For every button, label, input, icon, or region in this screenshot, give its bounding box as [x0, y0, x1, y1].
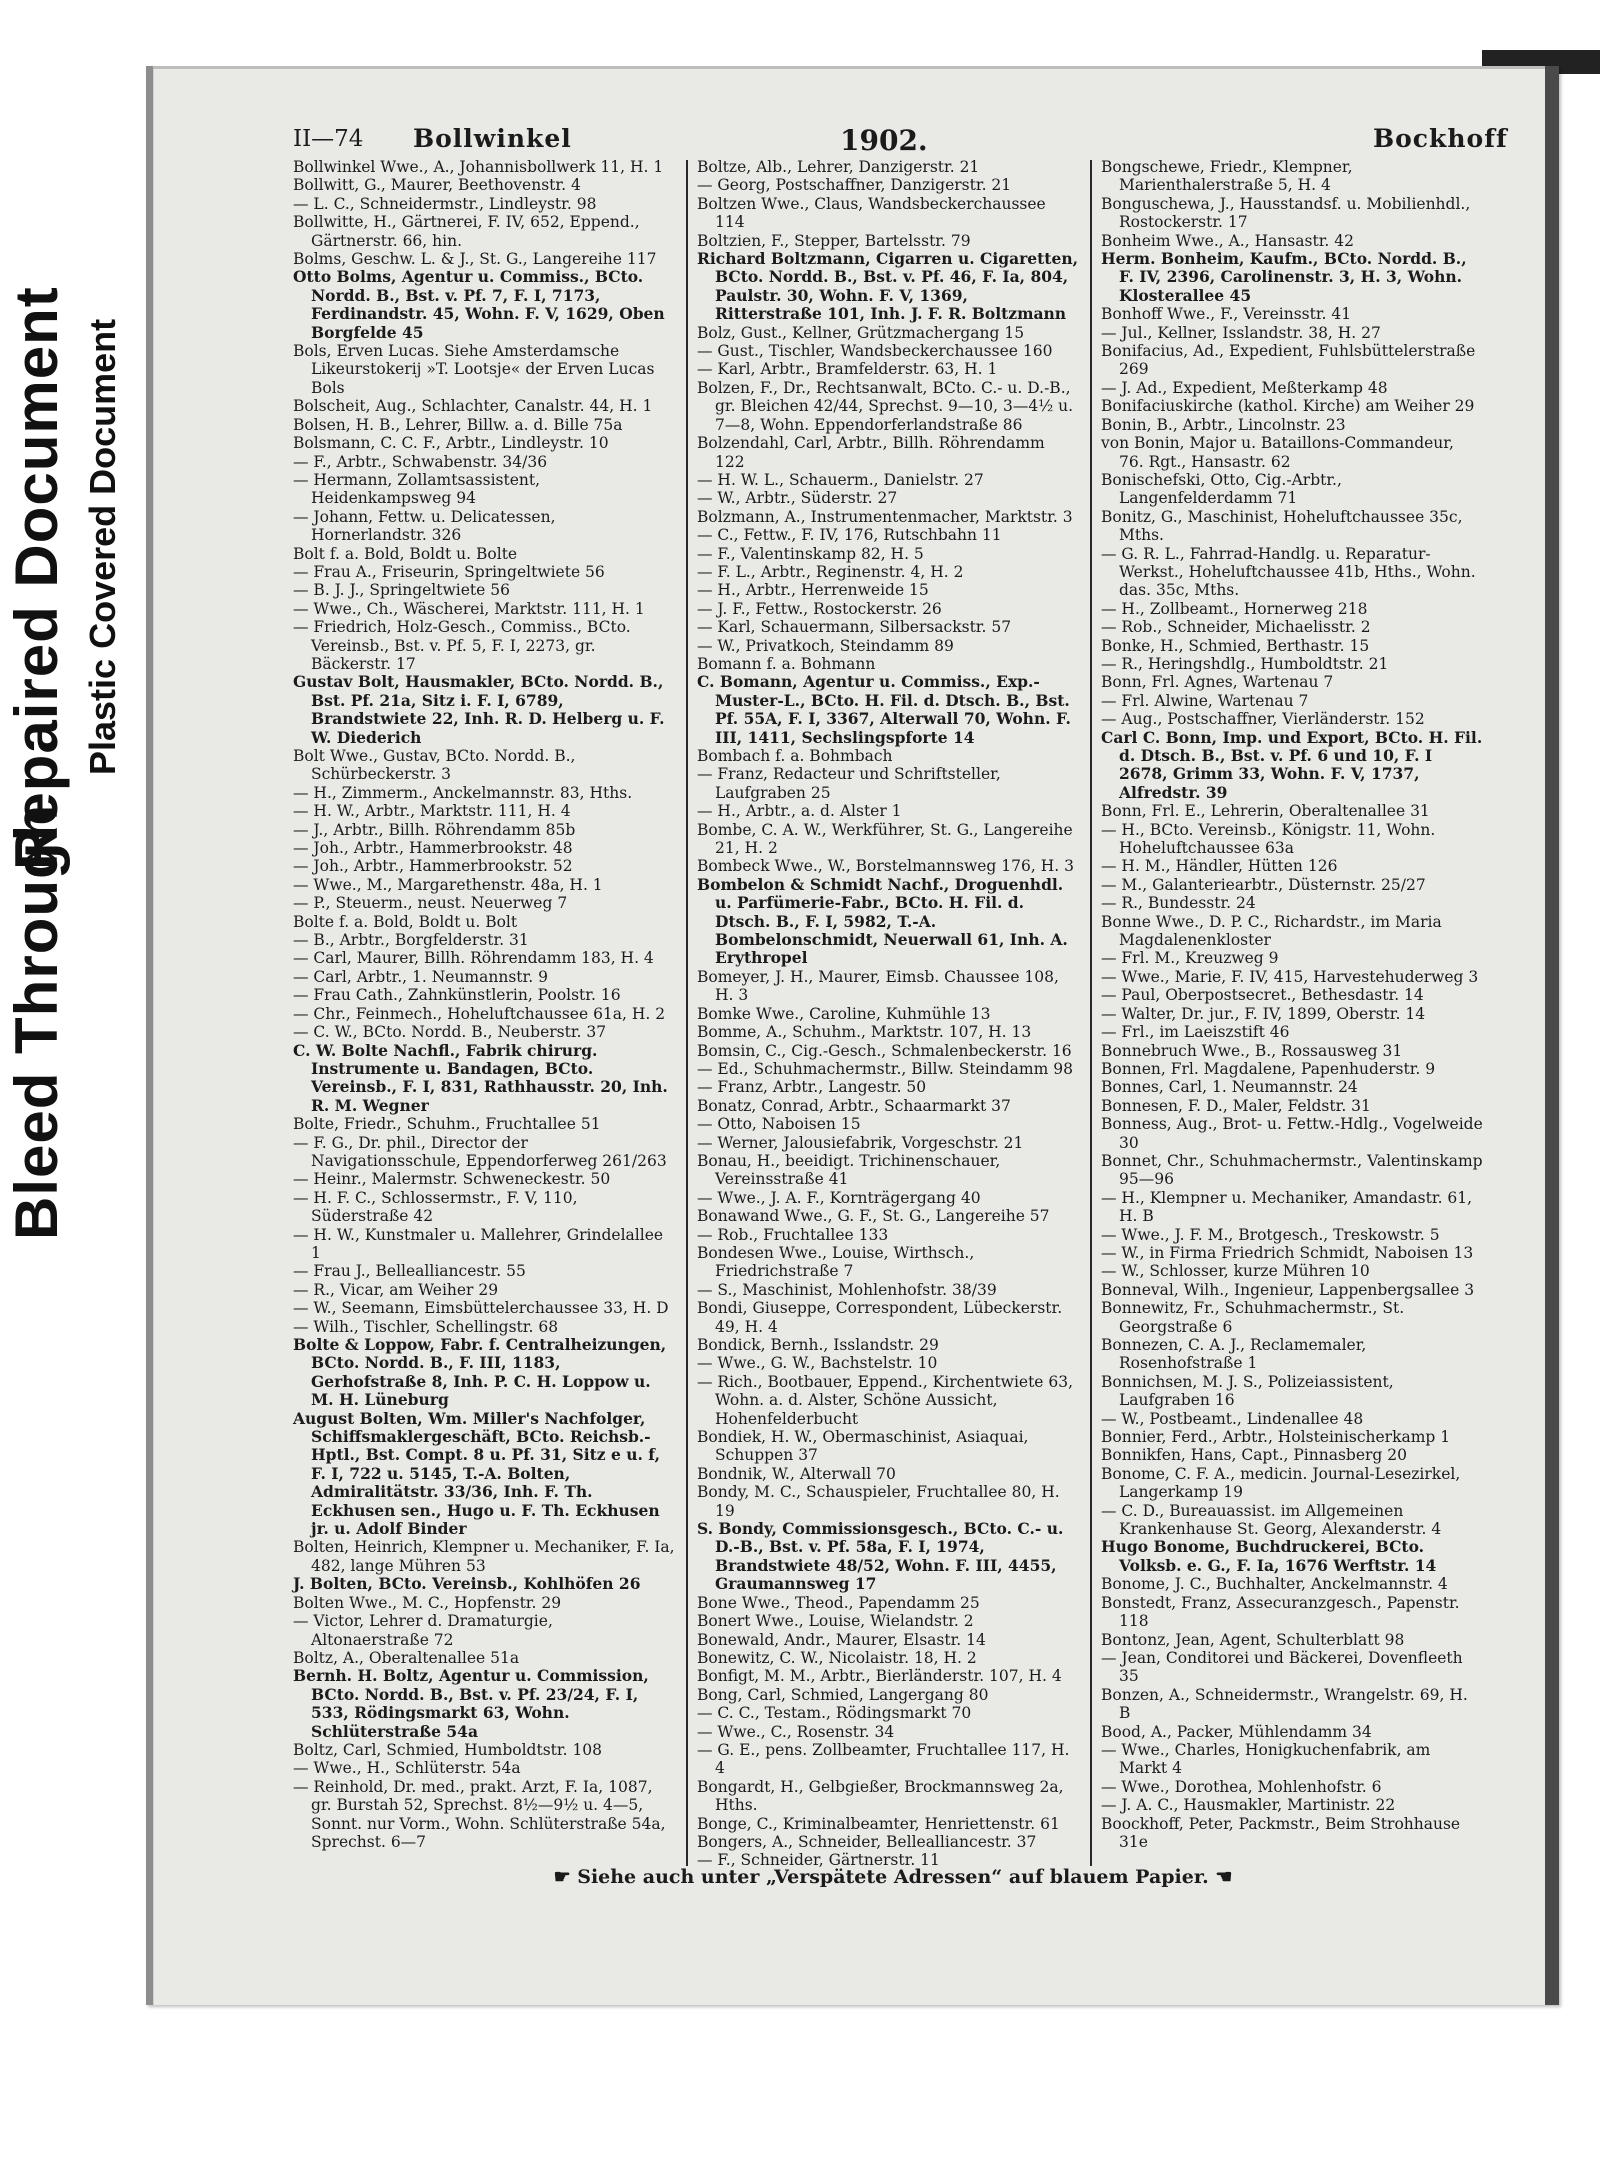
directory-entry: — W., Postbeamt., Lindenallee 48	[1101, 1409, 1364, 1428]
directory-entry: Bongardt, H., Gelbgießer, Brockmannsweg 2a, Hths.	[697, 1777, 1064, 1815]
directory-entry: Bonitz, G., Maschinist, Hoheluftchaussee 35c, Mths.	[1101, 507, 1463, 545]
directory-entry: — Wilh., Tischler, Schellingstr. 68	[293, 1317, 559, 1336]
directory-entry: Richard Boltzmann, Cigarren u. Cigaretten, BCto. Nordd. B., Bst. v. Pf. 46, F. Ia, 804, Paulstr. 30, Wohn. F. V, 1369, Ritterstraße 101, Inh. J. F. R. Boltzmann	[697, 249, 1078, 324]
directory-entry: Bolte, Friedr., Schuhm., Fruchtallee 51	[293, 1115, 601, 1134]
directory-entry: — Wwe., Dorothea, Mohlenhofstr. 6	[1101, 1777, 1382, 1796]
directory-entry: C. Bomann, Agentur u. Commiss., Exp.-Muster-L., BCto. H. Fil. d. Dtsch. B., Bst. Pf. 55A, F. I, 3367, Alterwall 70, Wohn. F. III, 1411, Sechslingspforte 14	[697, 672, 1071, 747]
directory-entry: Hugo Bonome, Buchdruckerei, BCto. Volksb. e. G., F. Ia, 1676 Werftstr. 14	[1101, 1537, 1437, 1575]
directory-entry: — J. Ad., Expedient, Meßterkamp 48	[1101, 378, 1388, 397]
directory-entry: — Frl. Alwine, Wartenau 7	[1101, 691, 1309, 710]
directory-entry: Otto Bolms, Agentur u. Commiss., BCto. Nordd. B., Bst. v. Pf. 7, F. I, 7173, Ferdinandstr. 45, Wohn. F. V, 1629, Oben Borgfelde 45	[293, 267, 665, 342]
directory-entry: — J. F., Fettw., Rostockerstr. 26	[697, 599, 942, 618]
directory-entry: Bondick, Bernh., Isslandstr. 29	[697, 1336, 939, 1354]
directory-entry: — Werner, Jalousiefabrik, Vorgeschstr. 21	[697, 1133, 1024, 1152]
directory-entry: Bonfigt, M. M., Arbtr., Bierländerstr. 107, H. 4	[697, 1667, 1062, 1686]
directory-entry: Bongschewe, Friedr., Klempner, Marienthalerstraße 5, H. 4	[1101, 158, 1353, 195]
footer-note: Siehe auch unter „Verspätete Adressen“ auf blauem Papier.	[577, 1866, 1209, 1888]
directory-entry: Bonnesen, F. D., Maler, Feldstr. 31	[1101, 1096, 1371, 1115]
directory-entry: Bonne Wwe., D. P. C., Richardstr., im Maria Magdalenenkloster	[1101, 912, 1442, 950]
directory-entry: Bombe, C. A. W., Werkführer, St. G., Langereihe 21, H. 2	[697, 820, 1073, 858]
directory-entry: Bomeyer, J. H., Maurer, Eimsb. Chaussee 108, H. 3	[697, 967, 1059, 1005]
directory-entry: — R., Heringshdlg., Humboldtstr. 21	[1101, 654, 1389, 673]
directory-entry: Bonischefski, Otto, Cig.-Arbtr., Langenfelderdamm 71	[1101, 470, 1342, 508]
directory-entry: Bonome, J. C., Buchhalter, Anckelmannstr. 4	[1101, 1575, 1448, 1594]
directory-entry: Bondiek, H. W., Obermaschinist, Asiaquai, Schuppen 37	[697, 1428, 1029, 1465]
directory-entry: Boltz, Carl, Schmied, Humboldtstr. 108	[293, 1740, 603, 1759]
directory-entry: — B., Arbtr., Borgfelderstr. 31	[293, 931, 529, 950]
directory-entry: Bollwitt, G., Maurer, Beethovenstr. 4	[293, 176, 581, 195]
directory-entry: — Carl, Arbtr., 1. Neumannstr. 9	[293, 967, 548, 986]
directory-entry: — Wwe., H., Schlüterstr. 54a	[293, 1759, 521, 1778]
directory-entry: Bombeck Wwe., W., Borstelmannsweg 176, H. 3	[697, 857, 1074, 876]
directory-entry: — W., in Firma Friedrich Schmidt, Naboisen 13	[1101, 1243, 1474, 1262]
directory-entry: — Walter, Dr. jur., F. IV, 1899, Oberstr. 14	[1101, 1004, 1426, 1023]
directory-entry: Bolten Wwe., M. C., Hopfenstr. 29	[293, 1593, 562, 1612]
page-header	[293, 120, 1508, 160]
directory-entry: Boltzen Wwe., Claus, Wandsbeckerchaussee 114	[697, 194, 1046, 232]
directory-entry: Bomann f. a. Bohmann	[697, 654, 876, 673]
directory-entry: — Wwe., J. F. M., Brotgesch., Treskowstr. 5	[1101, 1225, 1440, 1244]
directory-entry: Bong, Carl, Schmied, Langergang 80	[697, 1685, 989, 1704]
directory-entry: — S., Maschinist, Mohlenhofstr. 38/39	[697, 1280, 997, 1299]
directory-column-1	[293, 158, 675, 1851]
column-rule	[686, 160, 688, 1866]
directory-entry: — Aug., Postschaffner, Vierländerstr. 152	[1101, 710, 1425, 729]
directory-entry: — Jul., Kellner, Isslandstr. 38, H. 27	[1101, 323, 1381, 342]
directory-entry: — C. D., Bureauassist. im Allgemeinen Krankenhause St. Georg, Alexanderstr. 4	[1101, 1501, 1442, 1539]
directory-entry: Bonnebruch Wwe., B., Rossausweg 31	[1101, 1041, 1403, 1060]
directory-entry: — C. C., Testam., Rödingsmarkt 70	[697, 1704, 972, 1723]
directory-entry: — H., Klempner u. Mechaniker, Amandastr. 61, H. B	[1101, 1188, 1473, 1226]
directory-entry: Bontonz, Jean, Agent, Schulterblatt 98	[1101, 1630, 1405, 1649]
directory-entry: — F., Schneider, Gärtnerstr. 11	[697, 1851, 940, 1870]
directory-entry: — Frau Cath., Zahnkünstlerin, Poolstr. 16	[293, 986, 621, 1005]
directory-entry: — Wwe., G. W., Bachstelstr. 10	[697, 1354, 938, 1373]
directory-entry: — F., Arbtr., Schwabenstr. 34/36	[293, 452, 548, 471]
directory-entry: — Gust., Tischler, Wandsbeckerchaussee 160	[697, 342, 1053, 361]
directory-entry: Bonhoff Wwe., F., Vereinsstr. 41	[1101, 305, 1352, 324]
directory-entry: Bolten, Heinrich, Klempner u. Mechaniker, F. Ia, 482, lange Mühren 53	[293, 1538, 675, 1575]
directory-entry: Bolt f. a. Bold, Boldt u. Bolte	[293, 544, 518, 563]
directory-entry: Bombach f. a. Bohmbach	[697, 747, 893, 765]
directory-entry: Bonness, Aug., Brot- u. Fettw.-Hdlg., Vogelweide 30	[1101, 1115, 1483, 1152]
directory-entry: Bondi, Giuseppe, Correspondent, Lübeckerstr. 49, H. 4	[697, 1299, 1063, 1336]
directory-entry: — Wwe., J. A. F., Kornträgergang 40	[697, 1188, 981, 1207]
directory-entry: — Hermann, Zollamtsassistent, Heidenkampsweg 94	[293, 470, 541, 508]
directory-entry: — Franz, Redacteur und Schriftsteller, Laufgraben 25	[697, 765, 1001, 802]
directory-entry: Bondesen Wwe., Louise, Wirthsch., Friedrichstraße 7	[697, 1243, 975, 1281]
directory-entry: von Bonin, Major u. Bataillons-Commandeur, 76. Rgt., Hansastr. 62	[1101, 434, 1454, 471]
directory-entry: Bood, A., Packer, Mühlendamm 34	[1101, 1722, 1372, 1741]
directory-entry: Bonge, C., Kriminalbeamter, Henriettenstr. 61	[697, 1814, 1060, 1833]
directory-entry: — Heinr., Malermstr. Schweneckestr. 50	[293, 1170, 611, 1189]
directory-entry: — Wwe., M., Margarethenstr. 48a, H. 1	[293, 875, 603, 894]
directory-entry: — Franz, Arbtr., Langestr. 50	[697, 1078, 927, 1097]
directory-entry: Bonnen, Frl. Magdalene, Papenhuderstr. 9	[1101, 1059, 1436, 1078]
directory-entry: Bolms, Geschw. L. & J., St. G., Langereihe 117	[293, 250, 657, 269]
directory-entry: — H., Zimmerm., Anckelmannstr. 83, Hths.	[293, 783, 633, 802]
directory-entry: Bomme, A., Schuhm., Marktstr. 107, H. 13	[697, 1023, 1032, 1042]
directory-entry: — H. F. C., Schlossermstr., F. V, 110, Süderstraße 42	[293, 1188, 578, 1226]
directory-entry: Bolsen, H. B., Lehrer, Billw. a. d. Bille 75a	[293, 415, 623, 434]
page-binding-edge	[1545, 66, 1559, 2005]
directory-entry: Bonatz, Conrad, Arbtr., Schaarmarkt 37	[697, 1096, 1011, 1115]
directory-entry: — G. E., pens. Zollbeamter, Fruchtallee 117, H. 4	[697, 1740, 1070, 1778]
directory-entry: — Otto, Naboisen 15	[697, 1115, 861, 1134]
directory-entry: Bonewald, Andr., Maurer, Elsastr. 14	[697, 1630, 986, 1649]
directory-entry: Bolte & Loppow, Fabr. f. Centralheizungen, BCto. Nordd. B., F. III, 1183, Gerhofstraße 8, Inh. P. C. H. Loppow u. M. H. Lüneburg	[293, 1335, 667, 1410]
directory-entry: Bolte f. a. Bold, Boldt u. Bolt	[293, 912, 518, 931]
directory-entry: Bols, Erven Lucas. Siehe Amsterdamsche Likeurstokerij »T. Lootsje« der Erven Lucas Bols	[293, 342, 655, 397]
directory-entry: — H., BCto. Vereinsb., Königstr. 11, Wohn. Hoheluftchaussee 63a	[1101, 820, 1436, 858]
directory-entry: — Rob., Schneider, Michaelisstr. 2	[1101, 618, 1371, 637]
directory-entry: — H. W. L., Schauerm., Danielstr. 27	[697, 470, 984, 489]
label-repaired-document: Repaired Document	[3, 286, 70, 870]
directory-column-2	[697, 158, 1079, 1870]
directory-entry: Bonewitz, C. W., Nicolaistr. 18, H. 2	[697, 1648, 977, 1667]
directory-entry: — G. R. L., Fahrrad-Handlg. u. Reparatur-Werkst., Hoheluftchaussee 41b, Hths., Wohn. das. 35c, Mths.	[1101, 544, 1476, 600]
directory-entry: — Carl, Maurer, Billh. Röhrendamm 183, H. 4	[293, 949, 654, 968]
directory-entry: — F., Valentinskamp 82, H. 5	[697, 544, 924, 563]
directory-entry: J. Bolten, BCto. Vereinsb., Kohlhöfen 26	[293, 1574, 641, 1594]
directory-entry: Bolz, Gust., Kellner, Grützmachergang 15	[697, 323, 1025, 342]
directory-entry: — J., Arbtr., Billh. Röhrendamm 85b	[293, 820, 576, 839]
directory-entry: Bonheim Wwe., A., Hansastr. 42	[1101, 231, 1354, 250]
directory-entry: Bolscheit, Aug., Schlachter, Canalstr. 44, H. 1	[293, 397, 653, 416]
header-right-catchword: Bockhoff	[1373, 124, 1508, 153]
directory-entry: — Paul, Oberpostsecret., Bethesdastr. 14	[1101, 986, 1424, 1005]
header-year: 1902.	[840, 124, 928, 157]
directory-entry: — B. J. J., Springeltwiete 56	[293, 581, 510, 600]
directory-entry: Bonn, Frl. E., Lehrerin, Oberaltenallee 31	[1101, 802, 1430, 821]
directory-entry: — H. W., Kunstmaler u. Mallehrer, Grindelallee 1	[293, 1225, 664, 1262]
directory-entry: Bongers, A., Schneider, Bellealliancestr. 37	[697, 1832, 1037, 1851]
directory-entry: Bonawand Wwe., G. F., St. G., Langereihe 57	[697, 1207, 1050, 1226]
directory-entry: — R., Vicar, am Weiher 29	[293, 1280, 499, 1299]
directory-entry: — Rich., Bootbauer, Eppend., Kirchentwiete 63, Wohn. a. d. Alster, Schöne Aussicht, Hohenfelderbucht	[697, 1372, 1074, 1428]
directory-entry: — Frau J., Bellealliancestr. 55	[293, 1262, 526, 1281]
page-number: II—74	[293, 126, 364, 152]
directory-entry: — Victor, Lehrer d. Dramaturgie, Altonaerstraße 72	[293, 1612, 553, 1649]
directory-entry: — Rob., Fruchtallee 133	[697, 1225, 889, 1244]
directory-entry: — Friedrich, Holz-Gesch., Commiss., BCto. Vereinsb., Bst. v. Pf. 5, F. I, 2273, gr. Bäckerstr. 17	[293, 618, 631, 673]
directory-entry: Bondy, M. C., Schauspieler, Fruchtallee 80, H. 19	[697, 1483, 1060, 1520]
directory-entry: — H., Arbtr., a. d. Alster 1	[697, 802, 902, 821]
overlay-labels	[0, 230, 150, 1280]
directory-entry: — Karl, Schauermann, Silbersackstr. 57	[697, 618, 1012, 637]
directory-entry: Bonome, C. F. A., medicin. Journal-Lesezirkel, Langerkamp 19	[1101, 1464, 1461, 1502]
directory-entry: Boltze, Alb., Lehrer, Danzigerstr. 21	[697, 158, 980, 176]
directory-entry: Bonnikfen, Hans, Capt., Pinnasberg 20	[1101, 1446, 1407, 1465]
directory-entry: — C., Fettw., F. IV, 176, Rutschbahn 11	[697, 526, 1002, 545]
directory-entry: Bonnichsen, M. J. S., Polizeiassistent, Laufgraben 16	[1101, 1372, 1394, 1410]
directory-entry: Bonnet, Chr., Schuhmachermstr., Valentinskamp 95—96	[1101, 1151, 1483, 1189]
directory-entry: — Karl, Arbtr., Bramfelderstr. 63, H. 1	[697, 360, 998, 379]
directory-entry: Bonzen, A., Schneidermstr., Wrangelstr. 69, H. B	[1101, 1685, 1468, 1723]
directory-entry: — Johann, Fettw. u. Delicatessen, Hornerlandstr. 326	[293, 507, 556, 545]
directory-entry: — H. W., Arbtr., Marktstr. 111, H. 4	[293, 802, 571, 821]
directory-entry: — Joh., Arbtr., Hammerbrookstr. 48	[293, 839, 573, 858]
directory-entry: Bolzen, F., Dr., Rechtsanwalt, BCto. C.- u. D.-B., gr. Bleichen 42/44, Sprechst. 9—10, 3—4½ u. 7—8, Wohn. Eppendorferlandstraße 86	[697, 378, 1074, 434]
directory-entry: Bonert Wwe., Louise, Wielandstr. 2	[697, 1612, 974, 1631]
directory-page	[146, 66, 1559, 2005]
directory-entry: — Jean, Conditorei und Bäckerei, Dovenfleeth 35	[1101, 1648, 1463, 1686]
directory-entry: Bonn, Frl. Agnes, Wartenau 7	[1101, 673, 1334, 692]
directory-entry: — F. G., Dr. phil., Director der Navigationsschule, Eppendorferweg 261/263	[293, 1133, 667, 1170]
directory-entry: Herm. Bonheim, Kaufm., BCto. Nordd. B., F. IV, 2396, Carolinenstr. 3, H. 3, Wohn. Klosterallee 45	[1101, 249, 1467, 305]
directory-entry: Bonnewitz, Fr., Schuhmachermstr., St. Georgstraße 6	[1101, 1299, 1405, 1336]
column-rule	[1090, 160, 1092, 1866]
label-plastic-covered: Plastic Covered Document	[82, 318, 123, 775]
directory-entry: Gustav Bolt, Hausmakler, BCto. Nordd. B., Bst. Pf. 21a, Sitz i. F. I, 6789, Brandstwiete 22, Inh. R. D. Helberg u. F. W. Diederich	[293, 672, 665, 747]
directory-entry: Carl C. Bonn, Imp. und Export, BCto. H. Fil. d. Dtsch. B., Bst. v. Pf. 6 und 10, F. I 2678, Grimm 33, Wohn. F. V, 1737, Alfredstr. 39	[1101, 727, 1483, 802]
directory-entry: Bonneval, Wilh., Ingenieur, Lappenbergsallee 3	[1101, 1280, 1475, 1299]
directory-entry: Bombelon & Schmidt Nachf., Droguenhdl. u. Parfümerie-Fabr., BCto. H. Fil. d. Dtsch. B., F. I, 5982, T.-A. Bombelonschmidt, Neuerwall 61, Inh. A. Erythropel	[697, 874, 1068, 968]
directory-entry: Bonin, B., Arbtr., Lincolnstr. 23	[1101, 415, 1346, 434]
directory-entry: — P., Steuerm., neust. Neuerweg 7	[293, 894, 568, 913]
directory-entry: S. Bondy, Commissionsgesch., BCto. C.- u. D.-B., Bst. v. Pf. 58a, F. I, 1974, Brandstwiete 48/52, Wohn. F. III, 4455, Graumannsweg 17	[697, 1519, 1064, 1594]
directory-entry: — M., Galanteriearbtr., Düsternstr. 25/27	[1101, 875, 1426, 894]
directory-entry: Boltzien, F., Stepper, Bartelsstr. 79	[697, 231, 971, 250]
directory-entry: — Joh., Arbtr., Hammerbrookstr. 52	[293, 857, 573, 876]
directory-entry: — L. C., Schneidermstr., Lindleystr. 98	[293, 194, 597, 213]
directory-entry: Bolt Wwe., Gustav, BCto. Nordd. B., Schürbeckerstr. 3	[293, 747, 576, 784]
directory-entry: — W., Seemann, Eimsbüttelerchaussee 33, H. D	[293, 1299, 669, 1318]
directory-entry: Bomke Wwe., Caroline, Kuhmühle 13	[697, 1004, 991, 1023]
directory-entry: — Wwe., C., Rosenstr. 34	[697, 1722, 895, 1741]
directory-column-3	[1101, 158, 1483, 1851]
directory-entry: C. W. Bolte Nachfl., Fabrik chirurg. Instrumente u. Bandagen, BCto. Vereinsb., F. I, 831, Rathhausstr. 20, Inh. R. M. Wegner	[293, 1040, 668, 1115]
directory-entry: Bonnes, Carl, 1. Neumannstr. 24	[1101, 1078, 1358, 1097]
directory-entry: Bolzendahl, Carl, Arbtr., Billh. Röhrendamm 122	[697, 434, 1045, 471]
directory-entry: Bolzmann, A., Instrumentenmacher, Marktstr. 3	[697, 507, 1073, 526]
directory-entry: — Reinhold, Dr. med., prakt. Arzt, F. Ia, 1087, gr. Burstah 52, Sprechst. 8½—9½ u. 4—5, Sonnt. nur Vorm., Wohn. Schlüterstraße 54a, Sprechst. 6—7	[293, 1777, 666, 1851]
directory-entry: Boockhoff, Peter, Packmstr., Beim Strohhause 31e	[1101, 1814, 1461, 1851]
directory-entry: — J. A. C., Hausmakler, Martinistr. 22	[1101, 1796, 1396, 1815]
directory-entry: Bonnier, Ferd., Arbtr., Holsteinischerkamp 1	[1101, 1428, 1451, 1447]
directory-entry: — W., Schlosser, kurze Mühren 10	[1101, 1262, 1370, 1281]
directory-entry: — W., Arbtr., Süderstr. 27	[697, 489, 898, 508]
directory-entry: — C. W., BCto. Nordd. B., Neuberstr. 37	[293, 1023, 607, 1042]
directory-entry: — W., Privatkoch, Steindamm 89	[697, 636, 954, 655]
directory-entry: — H. M., Händler, Hütten 126	[1101, 857, 1338, 876]
directory-entry: Bone Wwe., Theod., Papendamm 25	[697, 1593, 980, 1612]
directory-entry: Bonstedt, Franz, Assecuranzgesch., Papenstr. 118	[1101, 1593, 1460, 1631]
page-footer	[293, 1866, 1493, 1888]
directory-entry: Bollwitte, H., Gärtnerei, F. IV, 652, Eppend., Gärtnerstr. 66, hin.	[293, 213, 640, 250]
directory-entry: Bonnezen, C. A. J., Reclamemaler, Rosenhofstraße 1	[1101, 1336, 1367, 1373]
directory-entry: Bolsmann, C. C. F., Arbtr., Lindleystr. 10	[293, 434, 609, 453]
directory-entry: August Bolten, Wm. Miller's Nachfolger, Schiffsmaklergeschäft, BCto. Reichsb.-Hptl., Bst. Compt. 8 u. Pf. 31, Sitz e u. f, F. I, 722 u. 5145, T.-A. Bolten, Admiralitätstr. 33/36, Inh. F. Th. Eckhusen sen., Hugo u. F. Th. Eckhusen jr. u. Adolf Binder	[293, 1408, 661, 1539]
directory-entry: — H., Zollbeamt., Hornerweg 218	[1101, 599, 1368, 618]
directory-entry: — Georg, Postschaffner, Danzigerstr. 21	[697, 176, 1012, 195]
directory-entry: — Wwe., Charles, Honigkuchenfabrik, am Markt 4	[1101, 1740, 1431, 1778]
directory-entry: Bonifacius, Ad., Expedient, Fuhlsbüttelerstraße 269	[1101, 342, 1476, 379]
directory-entry: Bomsin, C., Cig.-Gesch., Schmalenbeckerstr. 16	[697, 1041, 1072, 1060]
pointing-hand-icon: ☛	[553, 1866, 578, 1888]
label-bleed-through: Bleed Through	[3, 803, 70, 1240]
directory-entry: — Chr., Feinmech., Hoheluftchaussee 61a, H. 2	[293, 1004, 666, 1023]
directory-entry: Bondnik, W., Alterwall 70	[697, 1464, 896, 1483]
directory-entry: Bonifaciuskirche (kathol. Kirche) am Weiher 29	[1101, 397, 1475, 416]
directory-entry: Bonguschewa, J., Hausstandsf. u. Mobilienhdl., Rostockerstr. 17	[1101, 194, 1471, 232]
directory-entry: Bonke, H., Schmied, Berthastr. 15	[1101, 636, 1370, 655]
directory-entry: Boltz, A., Oberaltenallee 51a	[293, 1648, 520, 1667]
directory-entry: — F. L., Arbtr., Reginenstr. 4, H. 2	[697, 562, 964, 581]
header-left-catchword: Bollwinkel	[413, 124, 572, 153]
directory-entry: Bollwinkel Wwe., A., Johannisbollwerk 11, H. 1	[293, 158, 664, 176]
directory-entry: — Wwe., Marie, F. IV, 415, Harvestehuderweg 3	[1101, 967, 1479, 986]
directory-entry: — R., Bundesstr. 24	[1101, 894, 1256, 913]
directory-entry: — Frau A., Friseurin, Springeltwiete 56	[293, 562, 605, 581]
directory-entry: Bonau, H., beeidigt. Trichinenschauer, Vereinsstraße 41	[697, 1151, 1001, 1189]
directory-entry: — Wwe., Ch., Wäscherei, Marktstr. 111, H. 1	[293, 599, 645, 618]
pointing-hand-icon: ☚	[1215, 1866, 1233, 1888]
directory-entry: — Frl., im Laeiszstift 46	[1101, 1023, 1290, 1042]
directory-entry: — Frl. M., Kreuzweg 9	[1101, 949, 1279, 968]
directory-entry: — Ed., Schuhmachermstr., Billw. Steindamm 98	[697, 1059, 1073, 1078]
directory-entry: Bernh. H. Boltz, Agentur u. Commission, BCto. Nordd. B., Bst. v. Pf. 23/24, F. I, 533, Rödingsmarkt 63, Wohn. Schlüterstraße 54a	[293, 1666, 649, 1741]
directory-entry: — H., Arbtr., Herrenweide 15	[697, 581, 929, 600]
